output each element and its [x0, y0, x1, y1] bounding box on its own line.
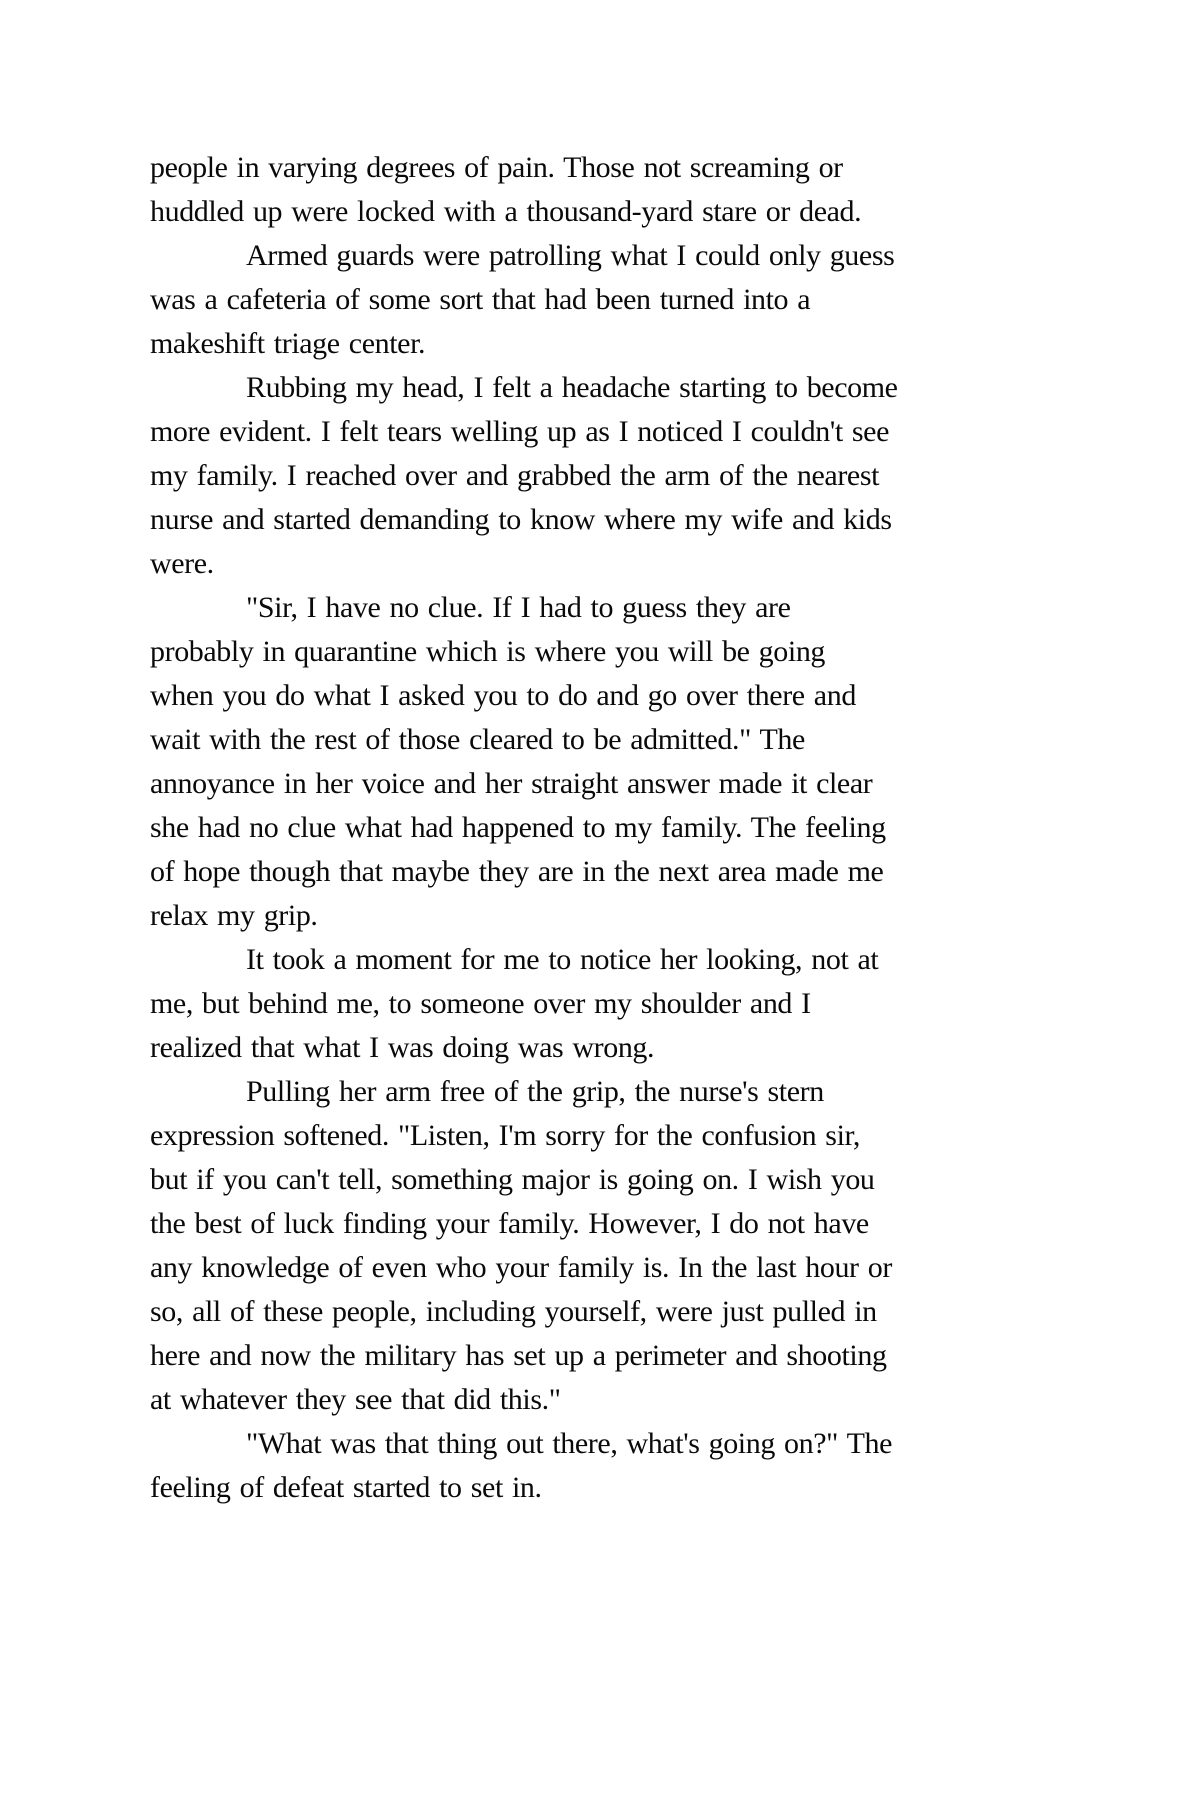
text-line: "What was that thing out there, what's going on?" The — [246, 1427, 893, 1460]
text-line: realized that what I was doing was wrong. — [150, 1031, 655, 1064]
text-line: more evident. I felt tears welling up as I noticed I couldn't see — [150, 415, 889, 448]
text-line: of hope though that maybe they are in the next area made me — [150, 855, 884, 888]
text-line: when you do what I asked you to do and go over there and — [150, 679, 856, 712]
text-line: my family. I reached over and grabbed the arm of the nearest — [150, 459, 880, 492]
text-line: but if you can't tell, something major is going on. I wish you — [150, 1163, 875, 1196]
text-line: relax my grip. — [150, 899, 318, 932]
text-line: makeshift triage center. — [150, 327, 426, 360]
text-line: "Sir, I have no clue. If I had to guess they are — [246, 591, 791, 624]
text-line: wait with the rest of those cleared to be admitted." The — [150, 723, 805, 756]
text-line: Armed guards were patrolling what I could only guess — [246, 239, 895, 272]
text-line: were. — [150, 547, 214, 580]
text-line: people in varying degrees of pain. Those not screaming or — [150, 151, 843, 184]
text-line: the best of luck finding your family. However, I do not have — [150, 1207, 869, 1240]
text-line: so, all of these people, including yourself, were just pulled in — [150, 1295, 877, 1328]
text-line: probably in quarantine which is where you will be going — [150, 635, 826, 668]
text-line: was a cafeteria of some sort that had been turned into a — [150, 283, 811, 316]
text-line: annoyance in her voice and her straight answer made it clear — [150, 767, 873, 800]
text-line: huddled up were locked with a thousand-yard stare or dead. — [150, 195, 862, 228]
text-line: expression softened. "Listen, I'm sorry for the confusion sir, — [150, 1119, 860, 1152]
page-text-block — [150, 146, 950, 1510]
text-line: Rubbing my head, I felt a headache starting to become — [246, 371, 898, 404]
text-line: any knowledge of even who your family is. In the last hour or — [150, 1251, 892, 1284]
text-line: feeling of defeat started to set in. — [150, 1471, 542, 1504]
text-line: here and now the military has set up a perimeter and shooting — [150, 1339, 887, 1372]
text-line: nurse and started demanding to know where my wife and kids — [150, 503, 892, 536]
text-line: It took a moment for me to notice her looking, not at — [246, 943, 879, 976]
text-line: Pulling her arm free of the grip, the nurse's stern — [246, 1075, 824, 1108]
text-line: me, but behind me, to someone over my shoulder and I — [150, 987, 811, 1020]
text-line: at whatever they see that did this." — [150, 1383, 561, 1416]
text-line: she had no clue what had happened to my family. The feeling — [150, 811, 886, 844]
